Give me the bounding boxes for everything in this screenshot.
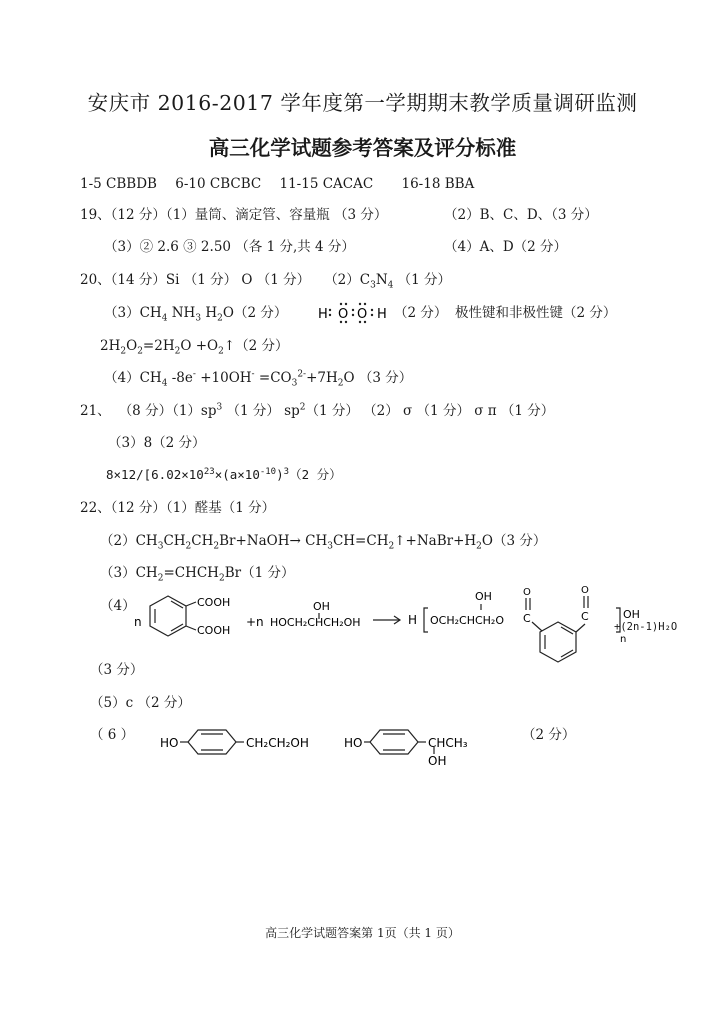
water-byproduct-text: +(2n-1)H₂O: [614, 621, 678, 633]
glycerol-oh: OH: [313, 600, 330, 613]
q20-part2-label: （2）C: [324, 272, 371, 288]
mc-group-4: 16-18 BBA: [401, 176, 475, 192]
q20-part1: Si （1 分） O （1 分）: [165, 272, 311, 288]
carbonyl-c-2: C: [581, 610, 589, 623]
formula-text: CH: [163, 533, 186, 549]
polymer-end-h: H: [408, 613, 418, 627]
sup-text: 3: [216, 402, 223, 413]
sub-text: 4: [161, 378, 168, 389]
sup-text: -: [192, 369, 196, 380]
mc-group-2: 6-10 CBCBC: [175, 176, 262, 192]
q21-part3: （3）8（2 分）: [108, 435, 206, 451]
isomer-1-structure: [158, 722, 328, 766]
formula-text: O （3 分）: [343, 370, 413, 386]
formula-text: =CHCH: [163, 565, 219, 581]
atom-o-2: O: [357, 307, 368, 322]
carbonyl-c-1: C: [523, 612, 531, 625]
polymer-oh: OH: [475, 590, 492, 603]
sub-text: 2: [157, 573, 164, 584]
mc-group-3: 11-15 CACAC: [279, 176, 374, 192]
q20-part2-formula: N: [375, 272, 388, 288]
formula-text: ↑+NaBr+H: [394, 533, 477, 549]
q20-part3: [104, 304, 287, 322]
hydroxyl-label: HO: [160, 736, 179, 750]
sup-text: 23: [203, 466, 215, 477]
formula-text: H: [201, 305, 218, 321]
q20-part4: [104, 369, 412, 387]
q22-part3: [100, 564, 294, 582]
formula-text: ↑（2 分）: [223, 338, 289, 354]
formula-text: （3）CH: [104, 305, 162, 321]
carbonyl-o-2: O: [581, 585, 589, 596]
sup-text: -10: [259, 466, 277, 477]
atom-h-left: H: [318, 307, 328, 322]
sub-text: 4: [161, 313, 168, 324]
sub-text: 2: [218, 573, 225, 584]
sup-text: 2-: [297, 369, 307, 380]
mc-answers: [80, 175, 474, 193]
hydroxyl-label: HO: [344, 736, 363, 750]
page-subtitle: 高三化学试题参考答案及评分标准: [208, 136, 517, 160]
page-title: 安庆市 2016-2017 学年度第一学期期末教学质量调研监测: [87, 91, 638, 115]
sub-text: 2: [174, 346, 181, 357]
secondary-oh: OH: [428, 754, 447, 768]
formula-text: Br（1 分）: [224, 565, 295, 581]
q22-part2: [100, 532, 546, 550]
formula-text: CH=CH: [332, 533, 389, 549]
sub-text: 3: [195, 313, 202, 324]
sub-text: 2: [217, 313, 223, 324]
q20-line1: [80, 271, 451, 289]
q22-part4-score: （3 分）: [90, 662, 144, 678]
sub-text: 3: [291, 378, 298, 389]
formula-text: （1 分） （2） σ （1 分） σ π （1 分）: [305, 403, 555, 419]
sub-text: 2: [120, 346, 127, 357]
atom-h-right: H: [377, 307, 387, 322]
q22-part6-label: （ 6 ）: [90, 727, 135, 743]
sub-text: 2: [388, 541, 395, 552]
q20-bond-types: 极性键和非极性键（2 分）: [455, 305, 617, 321]
polymer-chain: OCH₂CHCH₂O: [430, 614, 504, 627]
q21-density-expression: [106, 466, 342, 484]
degree-n: n: [620, 634, 627, 645]
q20-part2-score: （1 分）: [393, 272, 452, 288]
carboxyl-group-2: COOH: [197, 624, 231, 637]
formula-text: （4）CH: [104, 370, 162, 386]
glycerol-formula: HOCH₂CHCH₂OH: [270, 616, 361, 629]
formula-text: +7H: [306, 370, 338, 386]
q19-part4: （4）A、D（2 分）: [444, 239, 568, 255]
formula-text: O（2 分）: [222, 305, 288, 321]
sub-text: 3: [327, 541, 333, 552]
formula-text: +10OH: [195, 370, 252, 386]
h2o2-electron-formula: [316, 300, 394, 326]
formula-text: ): [276, 467, 284, 482]
formula-text: （2 分）: [289, 467, 342, 482]
mc-group-1: 1-5 CBBDB: [80, 176, 157, 192]
sub-text: 2: [337, 378, 344, 389]
formula-text: （1 分） sp: [222, 403, 300, 419]
sub-text: 3: [370, 280, 376, 291]
sub-text: 2: [185, 541, 192, 552]
q19-line1: [80, 206, 387, 224]
sub-text: 2: [213, 541, 220, 552]
carboxyl-group-1: COOH: [197, 596, 231, 609]
sup-text: 2: [299, 402, 306, 413]
carbonyl-o-1: O: [523, 587, 531, 598]
sup-text: 3: [283, 466, 290, 477]
ethanol-chain: CH₂CH₂OH: [246, 736, 309, 750]
q21-head: 21、: [80, 403, 111, 419]
polyester-reaction-scheme: [128, 582, 698, 664]
formula-text: O（3 分）: [481, 533, 547, 549]
formula-text: -8e: [167, 370, 193, 386]
q22-part4-label: （4）: [100, 598, 136, 614]
q19-head: 19、（12 分）: [80, 207, 166, 223]
polymer-end-oh: OH: [623, 608, 640, 621]
q19-part3: （3）② 2.6 ③ 2.50 （各 1 分,共 4 分）: [104, 239, 355, 255]
formula-text: （3）CH: [100, 565, 158, 581]
formula-text: （2）CH: [100, 533, 158, 549]
q19-part2: （2）B、C、D、（3 分）: [444, 207, 598, 223]
atom-o-1: O: [338, 307, 349, 322]
q20-head: 20、（14 分）: [80, 272, 166, 288]
page-footer: 高三化学试题答案第 1页（共 1 页）: [265, 926, 460, 940]
sup-text: -: [251, 369, 255, 380]
formula-text: 8×12/[6.02×10: [106, 467, 204, 482]
formula-text: （8 分）（1）sp: [118, 403, 217, 419]
q22-part5: （5）c （2 分）: [90, 695, 191, 711]
sub-text: 2: [476, 541, 482, 552]
formula-text: O +O: [180, 338, 219, 354]
isomer-2-structure: [344, 722, 494, 768]
formula-text: NH: [167, 305, 196, 321]
plus-n: +n: [246, 615, 264, 629]
sub-text: 4: [387, 280, 394, 291]
sub-text: 3: [157, 541, 164, 552]
formula-text: 2H: [100, 338, 121, 354]
formula-text: =CO: [254, 370, 292, 386]
ethyl-chain: CHCH₃: [428, 736, 468, 750]
formula-text: CH: [191, 533, 214, 549]
q19-part1: （1）量筒、滴定管、容量瓶 （3 分）: [165, 207, 388, 223]
sub-text: 2: [137, 346, 143, 357]
formula-text: ×(a×10: [214, 467, 260, 482]
formula-text: Br+NaOH→ CH: [219, 533, 328, 549]
formula-text: O: [126, 338, 138, 354]
q20-h2o2-decomposition: [100, 337, 289, 355]
formula-text: =2H: [142, 338, 175, 354]
q22-part6-score: （2 分）: [522, 727, 576, 743]
q21-line1: [80, 402, 554, 420]
coefficient-n: n: [134, 615, 142, 629]
q20-part3-score: （2 分）: [394, 305, 448, 321]
sub-text: 2: [218, 346, 224, 357]
q22-line1: 22、（12 分）（1）醛基（1 分）: [80, 500, 276, 516]
